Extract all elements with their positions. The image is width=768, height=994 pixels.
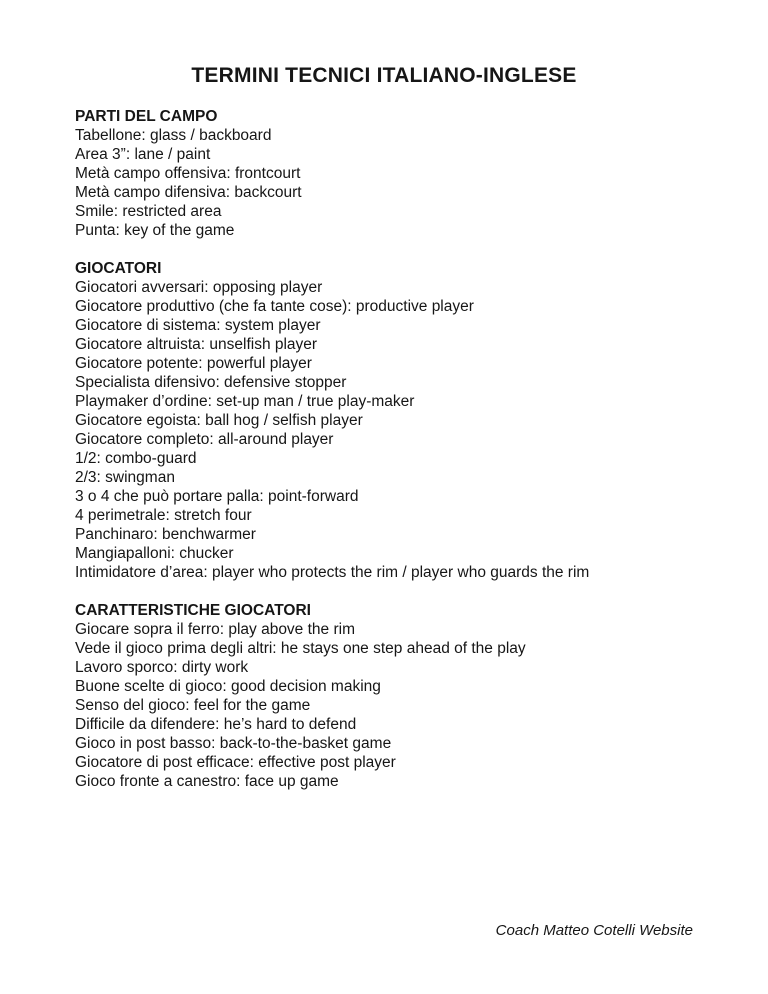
term-line: Giocatori avversari: opposing player [75,279,323,296]
term-line: Buone scelte di gioco: good decision making [75,678,381,695]
sections-container [75,107,693,791]
term-line: Giocatore produttivo (che fa tante cose): productive player [75,298,474,315]
term-line: Mangiapalloni: chucker [75,545,234,562]
term-line: 1/2: combo-guard [75,450,197,467]
footer-credit: Coach Matteo Cotelli Website [495,922,693,939]
term-line: Punta: key of the game [75,222,235,239]
term-line: Tabellone: glass / backboard [75,127,272,144]
term-line: Playmaker d’ordine: set-up man / true play-maker [75,393,415,410]
term-line: Giocatore egoista: ball hog / selfish player [75,412,363,429]
term-line: Smile: restricted area [75,203,222,220]
term-section [75,601,693,791]
term-line: Giocatore di post efficace: effective post player [75,754,396,771]
term-line: 3 o 4 che può portare palla: point-forward [75,488,359,505]
term-line: Giocatore di sistema: system player [75,317,321,334]
term-line: Metà campo difensiva: backcourt [75,184,302,201]
term-line: Panchinaro: benchwarmer [75,526,256,543]
term-line: Giocare sopra il ferro: play above the rim [75,621,355,638]
term-section [75,259,693,582]
term-line: Lavoro sporco: dirty work [75,659,249,676]
term-line: 4 perimetrale: stretch four [75,507,252,524]
section-heading: GIOCATORI [75,260,162,277]
term-line: Giocatore completo: all-around player [75,431,334,448]
term-section [75,107,693,240]
term-line: Giocatore altruista: unselfish player [75,336,318,353]
term-line: Senso del gioco: feel for the game [75,697,311,714]
term-line: Gioco in post basso: back-to-the-basket game [75,735,392,752]
term-line: Specialista difensivo: defensive stopper [75,374,347,391]
page-title: TERMINI TECNICI ITALIANO-INGLESE [191,64,577,87]
term-line: Giocatore potente: powerful player [75,355,312,372]
term-line: Vede il gioco prima degli altri: he stays one step ahead of the play [75,640,526,657]
section-heading: CARATTERISTICHE GIOCATORI [75,602,311,619]
term-line: Intimidatore d’area: player who protects the rim / player who guards the rim [75,564,590,581]
term-line: 2/3: swingman [75,469,175,486]
term-line: Area 3”: lane / paint [75,146,211,163]
term-line: Gioco fronte a canestro: face up game [75,773,339,790]
term-line: Metà campo offensiva: frontcourt [75,165,301,182]
term-line: Difficile da difendere: he’s hard to defend [75,716,357,733]
section-heading: PARTI DEL CAMPO [75,108,218,125]
